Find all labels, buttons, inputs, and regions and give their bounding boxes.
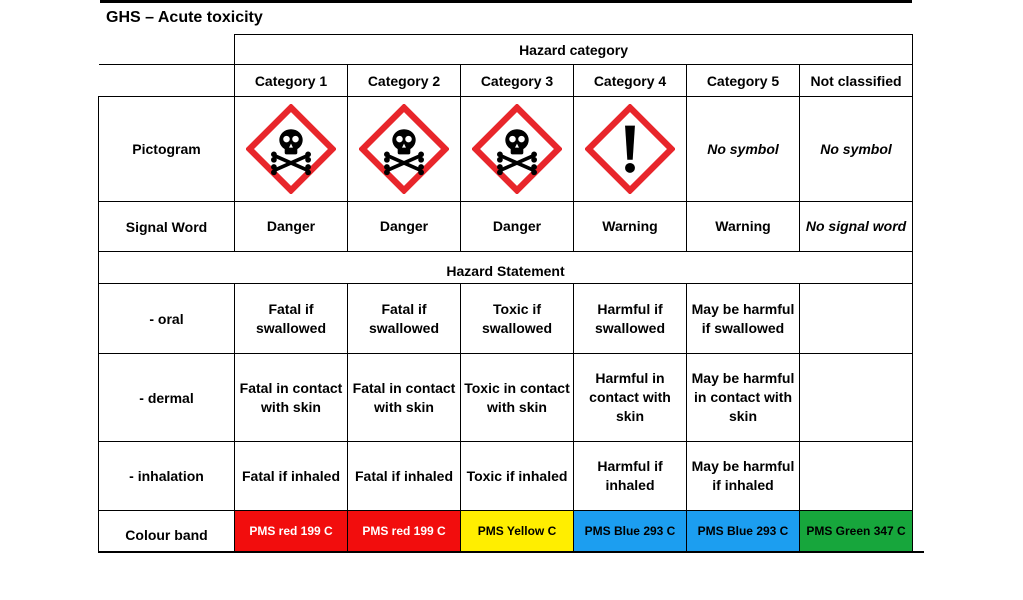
signal-word: Danger (348, 202, 461, 252)
hazard-statement-cell: Fatal if swallowed (235, 284, 348, 354)
skull-crossbones-icon (461, 104, 573, 194)
colour-band-cell: PMS Yellow C (461, 511, 574, 553)
hazard-statement-cell: Toxic if swallowed (461, 284, 574, 354)
hazard-statement-cell: Fatal if inhaled (348, 442, 461, 511)
exclamation-mark-icon (574, 104, 686, 194)
row-label-signal-word: Signal Word (99, 202, 235, 252)
signal-word: Danger (461, 202, 574, 252)
top-rule (100, 0, 912, 3)
row-label-inhalation: - inhalation (99, 442, 235, 511)
hazard-statement-cell: Fatal if inhaled (235, 442, 348, 511)
pictogram-cell (348, 97, 461, 202)
colour-band-cell: PMS red 199 C (348, 511, 461, 553)
hazard-statement-cell (800, 354, 913, 442)
no-symbol-text: No symbol (687, 97, 800, 202)
signal-word: No signal word (800, 202, 913, 252)
blank-corner (99, 35, 235, 65)
skull-crossbones-icon (348, 104, 460, 194)
colour-band-cell: PMS Blue 293 C (574, 511, 687, 553)
signal-word: Warning (687, 202, 800, 252)
row-label-colour-band: Colour band (99, 511, 235, 553)
hazard-statement-cell: Harmful in contact with skin (574, 354, 687, 442)
colour-band-cell: PMS Green 347 C (800, 511, 913, 553)
signal-word: Warning (574, 202, 687, 252)
category-header: Category 4 (574, 65, 687, 97)
ghs-table (98, 34, 913, 553)
row-label-pictogram: Pictogram (99, 97, 235, 202)
colour-band-row (99, 511, 913, 553)
hazard-statement-cell: Fatal in contact with skin (235, 354, 348, 442)
hazard-statement-cell: May be harmful if swallowed (687, 284, 800, 354)
row-label-hazard-statement: Hazard Statement (99, 252, 913, 284)
category-header: Category 2 (348, 65, 461, 97)
hazard-statement-cell: May be harmful in contact with skin (687, 354, 800, 442)
colour-band-cell: PMS Blue 293 C (687, 511, 800, 553)
hazard-statement-cell: Harmful if swallowed (574, 284, 687, 354)
hazard-category-header: Hazard category (235, 35, 913, 65)
hazard-statement-cell: May be harmful if inhaled (687, 442, 800, 511)
category-header: Category 5 (687, 65, 800, 97)
page-title: GHS – Acute toxicity (106, 9, 263, 26)
hazard-statement-cell: Toxic in contact with skin (461, 354, 574, 442)
row-label-oral: - oral (99, 284, 235, 354)
pictogram-row (99, 97, 913, 202)
hazard-statement-cell (800, 284, 913, 354)
pictogram-cell (574, 97, 687, 202)
pictogram-cell (461, 97, 574, 202)
hazard-statement-cell: Fatal in contact with skin (348, 354, 461, 442)
hazard-statement-cell: Harmful if inhaled (574, 442, 687, 511)
no-symbol-text: No symbol (800, 97, 913, 202)
category-header: Category 1 (235, 65, 348, 97)
pictogram-cell (235, 97, 348, 202)
category-header: Not classified (800, 65, 913, 97)
hazard-statement-cell: Fatal if swallowed (348, 284, 461, 354)
skull-crossbones-icon (235, 104, 347, 194)
hazard-dermal-row (99, 354, 913, 442)
blank-corner-2 (99, 65, 235, 97)
hazard-oral-row (99, 284, 913, 354)
colour-band-cell: PMS red 199 C (235, 511, 348, 553)
hazard-inhalation-row (99, 442, 913, 511)
bottom-rule (98, 551, 924, 553)
row-label-dermal: - dermal (99, 354, 235, 442)
hazard-statement-cell (800, 442, 913, 511)
category-header-row (99, 65, 913, 97)
category-header: Category 3 (461, 65, 574, 97)
signal-word-row (99, 202, 913, 252)
hazard-statement-row (99, 252, 913, 284)
signal-word: Danger (235, 202, 348, 252)
hazard-statement-cell: Toxic if inhaled (461, 442, 574, 511)
